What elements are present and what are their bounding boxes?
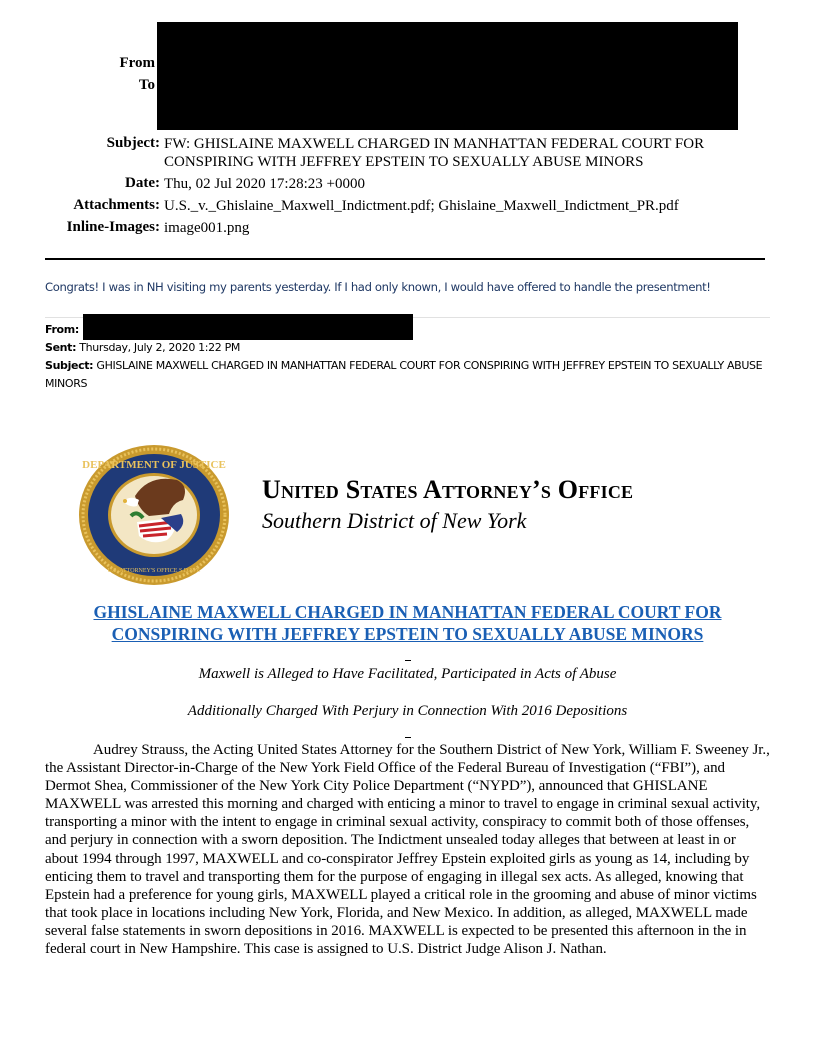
press-release-body: Audrey Strauss, the Acting United States Attorney for the Southern District of New York, William F. Sweeney Jr., the Assistant Director-in-Charge of the New York Field Office of the Federal Bureau of Investigation (“FBI”), and Dermot Shea, Commissioner of the New York City Police Department (“NYPD”), announced that GHISLANE MAXWELL was arrested this morning and charged with enticing a minor to travel to engage in criminal sexual activity, transporting a minor with the intent to engage in criminal sexual activity, conspiracy to commit both of those offenses, and perjury in connection with a sworn deposition. The Indictment unsealed today alleges that between at least in or about 1994 through 1997, MAXWELL and co-conspirator Jeffrey Epstein exploited girls as young as 14, including by enticing them to travel and transporting them for the purpose of engaging in illegal sex acts. As alleged, knowing that Epstein had a preference for young girls, MAXWELL played a critical role in the grooming and abuse of minor victims that took place in locations including New York, Florida, and New Mexico. In addition, as alleged, MAXWELL made several false statements in sworn depositions in 2016. MAXWELL is expected to be presented this afternoon in the in federal court in New Hampshire. This case is assigned to U.S. District Judge Alison J. Nathan. bbox=[45, 742, 770, 958]
svg-text:U.S. ATTORNEY'S OFFICE S.D.N.Y: U.S. ATTORNEY'S OFFICE S.D.N.Y. bbox=[107, 568, 201, 574]
forwarded-sent-label: Sent: bbox=[45, 341, 77, 354]
forwarded-from bbox=[45, 321, 79, 339]
department-of-justice-seal-icon bbox=[77, 444, 231, 586]
from-label: From bbox=[119, 55, 155, 71]
subject-label: Subject: bbox=[106, 135, 160, 151]
inline-images-value[interactable]: image001.png bbox=[164, 220, 250, 236]
date-value: Thu, 02 Jul 2020 17:28:23 +0000 bbox=[164, 176, 365, 192]
press-release-subhead-1: Maxwell is Alleged to Have Facilitated, Participated in Acts of Abuse bbox=[198, 666, 617, 682]
reply-message: Congrats! I was in NH visiting my parents yesterday. If I had only known, I would have offered to handle the presentment! bbox=[45, 280, 711, 294]
office-title: United States Attorney’s Office bbox=[262, 475, 634, 504]
svg-text:DEPARTMENT OF JUSTICE: DEPARTMENT OF JUSTICE bbox=[82, 459, 226, 471]
forwarded-sent-value: Thursday, July 2, 2020 1:22 PM bbox=[79, 341, 241, 354]
subject-line-1: FW: GHISLAINE MAXWELL CHARGED IN MANHATTAN FEDERAL COURT FOR bbox=[164, 136, 705, 152]
date-label: Date: bbox=[125, 175, 160, 191]
subject-line-2: CONSPIRING WITH JEFFREY EPSTEIN TO SEXUALLY ABUSE MINORS bbox=[164, 154, 644, 170]
forwarded-sent bbox=[45, 339, 240, 357]
to-label: To bbox=[138, 77, 155, 93]
separator-dash bbox=[405, 660, 411, 661]
redacted-forwarded-from bbox=[83, 314, 413, 340]
inline-images-label: Inline-Images: bbox=[66, 219, 160, 235]
header-divider bbox=[45, 258, 765, 260]
forwarded-subject-value: GHISLAINE MAXWELL CHARGED IN MANHATTAN FEDERAL COURT FOR CONSPIRING WITH JEFFREY EPSTEIN TO SEXUALLY ABUSE MINORS bbox=[45, 359, 763, 390]
attachments-label: Attachments: bbox=[73, 197, 160, 213]
press-release-title-link[interactable] bbox=[45, 601, 770, 645]
press-release-title-line-2[interactable]: CONSPIRING WITH JEFFREY EPSTEIN TO SEXUALLY ABUSE MINORS bbox=[111, 624, 704, 644]
press-release-title-line-1[interactable]: GHISLAINE MAXWELL CHARGED IN MANHATTAN FEDERAL COURT FOR bbox=[93, 602, 722, 622]
subject-value bbox=[164, 135, 704, 171]
forwarded-subject-label: Subject: bbox=[45, 359, 94, 372]
redacted-from-to-block bbox=[157, 22, 738, 130]
attachments-value[interactable]: U.S._v._Ghislaine_Maxwell_Indictment.pdf; Ghislaine_Maxwell_Indictment_PR.pdf bbox=[164, 198, 679, 214]
forwarded-subject bbox=[45, 357, 770, 393]
press-release-subhead-2: Additionally Charged With Perjury in Connection With 2016 Depositions bbox=[187, 703, 628, 719]
separator-dash bbox=[405, 737, 411, 738]
office-subtitle: Southern District of New York bbox=[262, 508, 527, 533]
forwarded-from-label: From: bbox=[45, 323, 79, 336]
